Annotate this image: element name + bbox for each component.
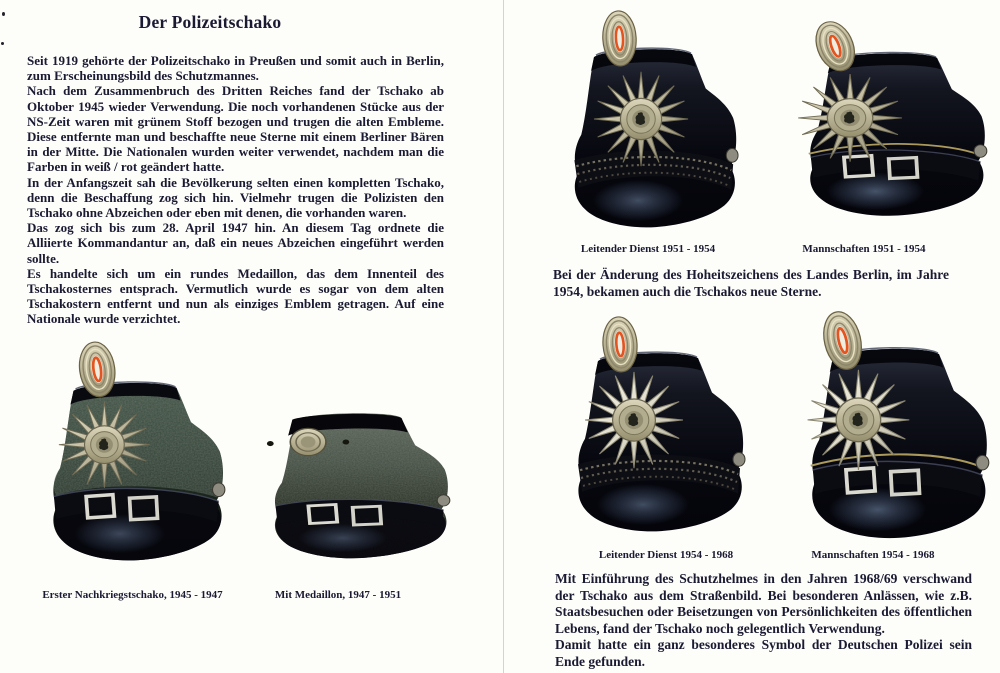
photo-leitender-dienst-1951 xyxy=(545,6,741,232)
scan-speck xyxy=(2,12,5,16)
caption-mit-medaillon: Mit Medaillon, 1947 - 1951 xyxy=(274,589,402,601)
paragraph: Es handelte sich um ein rundes Medaillon, das dem Innenteil des Tschakosternes entsprach. Vermutlich wurde es sogar von dem alten Tschakostern entfernt und nun als einziges Emblem getragen. Auf eine Nationale wurde verzichtet. xyxy=(27,265,444,327)
caption-mannschaften-1954: Mannschaften 1954 - 1968 xyxy=(811,549,935,561)
caption-erster-nachkriegstschako: Erster Nachkriegstschako, 1945 - 1947 xyxy=(42,589,223,601)
photo-mannschaften-1954 xyxy=(780,303,992,543)
caption-leitender-dienst-1951: Leitender Dienst 1951 - 1954 xyxy=(580,243,716,255)
note-change-1954 xyxy=(553,266,949,300)
scan-speck xyxy=(1,42,4,45)
photo-leitender-dienst-1954 xyxy=(548,310,748,536)
page-fold-line xyxy=(503,0,504,673)
paragraph: In der Anfangszeit sah die Bevölkerung selten einen kompletten Tschako, denn die Beschaffung zog sich hin. Vielmehr trugen die Polizisten den Tschako ohne Abzeichen oder eben mit denen, die vorhanden waren. xyxy=(27,174,444,221)
caption-mannschaften-1951: Mannschaften 1951 - 1954 xyxy=(802,243,926,255)
note-paragraph: Mit Einführung des Schutzhelmes in den Jahren 1968/69 verschwand der Tschako aus dem Straßenbild. Bei besonderen Anlässen, wie z.B. Staatsbesuchen oder Beisetzungen von Persönlichkeiten des öffentlichen Lebens, fand der Tschako noch gelegentlich Verwendung. xyxy=(555,571,972,636)
article-body xyxy=(27,53,444,327)
note-paragraph: Bei der Änderung des Hoheitszeichens des Landes Berlin, im Jahre 1954, bekamen auch die Tschakos neue Sterne. xyxy=(553,267,949,299)
note-paragraph: Damit hatte ein ganz besonderes Symbol der Deutschen Polizei sein Ende gefunden. xyxy=(555,637,972,669)
page-title: Der Polizeitschako xyxy=(138,12,282,32)
photo-mit-medaillon xyxy=(243,378,453,562)
paragraph: Seit 1919 gehörte der Polizeitschako in Preußen und somit auch in Berlin, zum Erscheinungsbild des Schutzmannes. xyxy=(27,53,444,84)
photo-mannschaften-1951 xyxy=(778,14,990,220)
paragraph: Nach dem Zusammenbruch des Dritten Reiches fand der Tschako ab Oktober 1945 wieder Verwendung. Die noch vorhandenen Stücke aus der NS-Zeit waren mit grünem Stoff bezogen und trugen die alten Embleme. Diese entfernte man und beschaffte neue Sterne mit einem Berliner Bären in der Mitte. Die Nationalen wurden weiter verwendet, nachdem man die Farben in weiß / rot geändert hatte. xyxy=(27,83,444,175)
caption-leitender-dienst-1954: Leitender Dienst 1954 - 1968 xyxy=(598,549,734,561)
note-end-of-tschako xyxy=(555,571,972,671)
paragraph: Das zog sich bis zum 28. April 1947 hin. An diesem Tag ordnete die Alliierte Kommandantur an, daß ein neues Abzeichen eingeführt werden sollte. xyxy=(27,220,444,266)
photo-erster-nachkriegstschako xyxy=(22,340,228,565)
